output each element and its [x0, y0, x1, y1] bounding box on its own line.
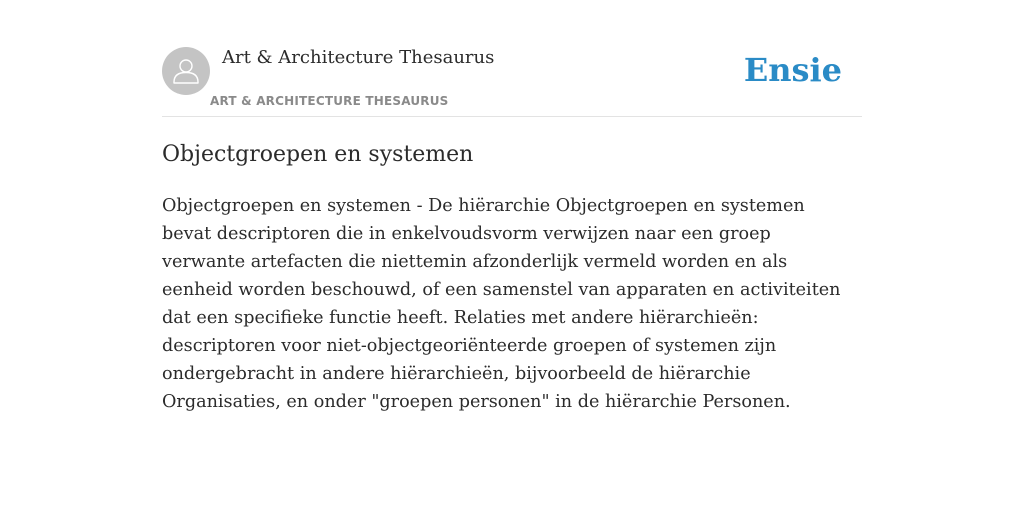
brand-logo[interactable]: Ensie: [743, 51, 842, 89]
article-card: [162, 0, 862, 512]
author-name[interactable]: Art & Architecture Thesaurus: [222, 47, 495, 68]
user-icon: [162, 47, 210, 95]
source-label[interactable]: ART & ARCHITECTURE THESAURUS: [210, 94, 449, 108]
page-title: Objectgroepen en systemen: [162, 142, 474, 167]
article-header: [162, 0, 862, 117]
article-body: Objectgroepen en systemen - De hiërarchie Objectgroepen en systemen bevat descriptoren die in enkelvoudsvorm verwijzen naar een groep verwante artefacten die niettemin afzonderlijk vermeld worden en als eenheid worden beschouwd, of een samenstel van apparaten en activiteiten dat een specifieke functie heeft. Relaties met andere hiërarchieën: descriptoren voor niet-objectgeoriënteerde groepen of systemen zijn ondergebracht in andere hiërarchieën, bijvoorbeeld de hiërarchie Organisaties, en onder "groepen personen" in de hiërarchie Personen.: [162, 196, 841, 412]
author-avatar[interactable]: [162, 47, 210, 95]
